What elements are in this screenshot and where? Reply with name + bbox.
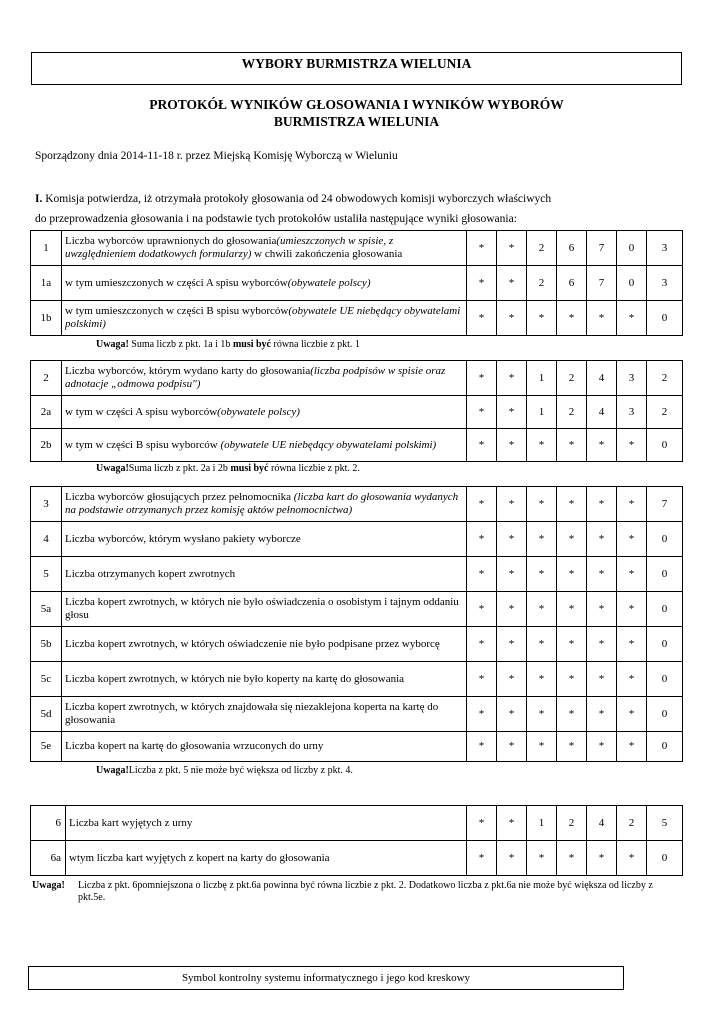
row-number: 1 <box>31 231 62 266</box>
digit-cell: 1 <box>527 361 557 396</box>
digit-cell: 0 <box>617 266 647 301</box>
digit-cell: * <box>527 841 557 876</box>
row-label: Liczba wyborców uprawnionych do głosowania(umieszczonych w spisie, z uwzględnieniem dodatkowych formularzy) w chwili zakończenia głosowania <box>62 231 467 266</box>
row-label: Liczba kopert zwrotnych, w których nie było oświadczenia o osobistym i tajnym oddaniu głosu <box>62 592 467 627</box>
digit-cell: 3 <box>647 231 683 266</box>
row-label: Liczba kopert na kartę do głosowania wrzuconych do urny <box>62 732 467 762</box>
digit-cell: * <box>587 522 617 557</box>
digit-cell: 2 <box>617 806 647 841</box>
digit-cell: * <box>617 487 647 522</box>
digit-cell: * <box>587 487 617 522</box>
digit-cell: 3 <box>617 396 647 429</box>
digit-cell: 4 <box>587 806 617 841</box>
digit-cell: * <box>467 361 497 396</box>
digit-cell: 0 <box>647 301 683 336</box>
row-label: Liczba kart wyjętych z urny <box>66 806 467 841</box>
digit-cell: 1 <box>527 396 557 429</box>
digit-cell: 5 <box>647 806 683 841</box>
digit-cell: * <box>467 592 497 627</box>
digit-cell: * <box>587 592 617 627</box>
digit-cell: * <box>497 361 527 396</box>
digit-cell: 4 <box>587 361 617 396</box>
protocol-heading <box>31 96 682 130</box>
row-number: 5 <box>31 557 62 592</box>
digit-cell: * <box>497 662 527 697</box>
digit-cell: * <box>467 697 497 732</box>
digit-cell: * <box>557 627 587 662</box>
row-number: 5a <box>31 592 62 627</box>
digit-cell: * <box>467 806 497 841</box>
digit-cell: * <box>467 627 497 662</box>
table-row <box>31 301 683 336</box>
row-number: 5e <box>31 732 62 762</box>
row-number: 5d <box>31 697 62 732</box>
row-number: 3 <box>31 487 62 522</box>
digit-cell: * <box>467 662 497 697</box>
digit-cell: 7 <box>647 487 683 522</box>
digit-cell: * <box>497 396 527 429</box>
digit-cell: 0 <box>647 841 683 876</box>
table-row <box>31 522 683 557</box>
digit-cell: * <box>617 592 647 627</box>
digit-cell: * <box>497 627 527 662</box>
table-row <box>31 841 683 876</box>
table-row <box>31 557 683 592</box>
table-row <box>31 396 683 429</box>
row-label: Liczba kopert zwrotnych, w których znajdowała się niezaklejona koperta na kartę do głosowania <box>62 697 467 732</box>
row-label: Liczba kopert zwrotnych, w których nie było koperty na kartę do głosowania <box>62 662 467 697</box>
digit-cell: * <box>497 522 527 557</box>
row-label: w tym umieszczonych w części B spisu wyborców(obywatele UE niebędący obywatelami polskimi) <box>62 301 467 336</box>
digit-cell: 1 <box>527 806 557 841</box>
digit-cell: * <box>557 301 587 336</box>
row-number: 6 <box>31 806 66 841</box>
digit-cell: * <box>617 301 647 336</box>
digit-cell: 6 <box>557 266 587 301</box>
table-row <box>31 231 683 266</box>
digit-cell: * <box>527 487 557 522</box>
digit-cell: * <box>497 266 527 301</box>
table-row <box>31 662 683 697</box>
row-label: Liczba wyborców głosujących przez pełnomocnika (liczba kart do głosowania wydanych na podstawie otrzymanych przez komisję aktów pełnomocnictwa) <box>62 487 467 522</box>
row-number: 1b <box>31 301 62 336</box>
row-number: 5b <box>31 627 62 662</box>
digit-cell: 2 <box>557 361 587 396</box>
table-ballots-issued <box>30 360 683 462</box>
digit-cell: 6 <box>557 231 587 266</box>
document-title: WYBORY BURMISTRZA WIELUNIA <box>241 56 472 71</box>
table-ballots-urn <box>30 805 683 876</box>
table-row <box>31 732 683 762</box>
digit-cell: 2 <box>527 266 557 301</box>
digit-cell: * <box>497 301 527 336</box>
row-label: Liczba kopert zwrotnych, w których oświadczenie nie było podpisane przez wyborcę <box>62 627 467 662</box>
digit-cell: * <box>617 522 647 557</box>
digit-cell: * <box>527 592 557 627</box>
digit-cell: 0 <box>647 522 683 557</box>
row-number: 2a <box>31 396 62 429</box>
digit-cell: 0 <box>647 429 683 462</box>
digit-cell: 0 <box>647 697 683 732</box>
digit-cell: * <box>617 841 647 876</box>
digit-cell: * <box>617 697 647 732</box>
row-label: w tym w części A spisu wyborców(obywatele polscy) <box>62 396 467 429</box>
digit-cell: * <box>467 522 497 557</box>
digit-cell: * <box>467 396 497 429</box>
digit-cell: * <box>557 522 587 557</box>
protocol-heading-line2: BURMISTRZA WIELUNIA <box>273 114 440 129</box>
digit-cell: 2 <box>527 231 557 266</box>
digit-cell: * <box>557 841 587 876</box>
row-label: wtym liczba kart wyjętych z kopert na karty do głosowania <box>66 841 467 876</box>
digit-cell: * <box>497 806 527 841</box>
digit-cell: * <box>587 662 617 697</box>
digit-cell: 0 <box>647 732 683 762</box>
digit-cell: 2 <box>557 806 587 841</box>
digit-cell: * <box>527 732 557 762</box>
digit-cell: * <box>557 487 587 522</box>
digit-cell: * <box>467 487 497 522</box>
table-row <box>31 429 683 462</box>
table-row <box>31 361 683 396</box>
note-table3: Uwaga!Liczba z pkt. 5 nie może być większa od liczby z pkt. 4. <box>96 765 353 776</box>
digit-cell: * <box>587 627 617 662</box>
digit-cell: * <box>557 732 587 762</box>
control-symbol-box <box>28 966 624 990</box>
digit-cell: 0 <box>647 662 683 697</box>
table-row <box>31 487 683 522</box>
row-number: 1a <box>31 266 62 301</box>
digit-cell: 7 <box>587 231 617 266</box>
digit-cell: 2 <box>647 396 683 429</box>
digit-cell: * <box>617 662 647 697</box>
digit-cell: 3 <box>617 361 647 396</box>
row-label: Liczba wyborców, którym wysłano pakiety wyborcze <box>62 522 467 557</box>
digit-cell: * <box>617 732 647 762</box>
digit-cell: * <box>587 557 617 592</box>
digit-cell: * <box>467 301 497 336</box>
digit-cell: * <box>467 557 497 592</box>
digit-cell: * <box>467 732 497 762</box>
digit-cell: * <box>467 266 497 301</box>
digit-cell: * <box>497 592 527 627</box>
table-row <box>31 592 683 627</box>
digit-cell: 7 <box>587 266 617 301</box>
digit-cell: * <box>527 627 557 662</box>
note-table2: Uwaga!Suma liczb z pkt. 2a i 2b musi być równa liczbie z pkt. 2. <box>96 463 360 474</box>
prepared-statement: Sporządzony dnia 2014-11-18 r. przez Miejską Komisję Wyborczą w Wieluniu <box>35 150 398 162</box>
digit-cell: * <box>497 841 527 876</box>
digit-cell: * <box>497 697 527 732</box>
digit-cell: * <box>557 557 587 592</box>
digit-cell: * <box>497 429 527 462</box>
digit-cell: * <box>587 841 617 876</box>
table-row <box>31 266 683 301</box>
document-title-box <box>31 52 682 85</box>
section-intro-line1: I. Komisja potwierdza, iż otrzymała protokoły głosowania od 24 obwodowych komisji wyborczych właściwych <box>35 193 552 205</box>
digit-cell: * <box>467 841 497 876</box>
protocol-heading-line1: PROTOKÓŁ WYNIKÓW GŁOSOWANIA I WYNIKÓW WYBORÓW <box>149 97 564 112</box>
digit-cell: 0 <box>617 231 647 266</box>
digit-cell: * <box>467 231 497 266</box>
digit-cell: 0 <box>647 557 683 592</box>
table-row <box>31 697 683 732</box>
digit-cell: * <box>617 429 647 462</box>
digit-cell: * <box>587 301 617 336</box>
digit-cell: 2 <box>557 396 587 429</box>
row-label: w tym w części B spisu wyborców (obywatele UE niebędący obywatelami polskimi) <box>62 429 467 462</box>
table-eligible-voters <box>30 230 683 336</box>
digit-cell: * <box>527 662 557 697</box>
row-number: 5c <box>31 662 62 697</box>
section-roman: I. <box>35 193 43 205</box>
digit-cell: 3 <box>647 266 683 301</box>
row-number: 2b <box>31 429 62 462</box>
digit-cell: 4 <box>587 396 617 429</box>
digit-cell: * <box>467 429 497 462</box>
digit-cell: 0 <box>647 592 683 627</box>
digit-cell: * <box>557 592 587 627</box>
digit-cell: * <box>497 231 527 266</box>
table-proxy-postal <box>30 486 683 762</box>
digit-cell: * <box>557 662 587 697</box>
note-table4: Uwaga! Liczba z pkt. 6pomniejszona o liczbę z pkt.6a powinna być równa liczbie z pkt. 2. Dodatkowo liczba z pkt.6a nie może być większa od liczby z pkt.5e. <box>32 880 672 904</box>
digit-cell: * <box>587 732 617 762</box>
row-label: Liczba wyborców, którym wydano karty do głosowania(liczba podpisów w spisie oraz adnotacje „odmowa podpisu") <box>62 361 467 396</box>
digit-cell: * <box>497 557 527 592</box>
row-label: Liczba otrzymanych kopert zwrotnych <box>62 557 467 592</box>
digit-cell: * <box>587 429 617 462</box>
row-number: 4 <box>31 522 62 557</box>
digit-cell: * <box>527 697 557 732</box>
digit-cell: * <box>557 697 587 732</box>
digit-cell: * <box>527 301 557 336</box>
digit-cell: * <box>497 487 527 522</box>
note-table1: Uwaga! Suma liczb z pkt. 1a i 1b musi być równa liczbie z pkt. 1 <box>96 339 360 350</box>
digit-cell: 2 <box>647 361 683 396</box>
row-number: 6a <box>31 841 66 876</box>
digit-cell: 0 <box>647 627 683 662</box>
digit-cell: * <box>527 522 557 557</box>
table-row <box>31 806 683 841</box>
note-table4-text: Liczba z pkt. 6pomniejszona o liczbę z pkt.6a powinna być równa liczbie z pkt. 2. Dodatkowo liczba z pkt.6a nie może być większa od liczby z pkt.5e. <box>78 880 653 903</box>
digit-cell: * <box>617 557 647 592</box>
control-symbol-label: Symbol kontrolny systemu informatycznego i jego kod kreskowy <box>181 972 471 984</box>
digit-cell: * <box>587 697 617 732</box>
digit-cell: * <box>527 557 557 592</box>
table-row <box>31 627 683 662</box>
row-label: w tym umieszczonych w części A spisu wyborców(obywatele polscy) <box>62 266 467 301</box>
digit-cell: * <box>557 429 587 462</box>
section-intro-line2: do przeprowadzenia głosowania i na podstawie tych protokołów ustaliła następujące wyniki głosowania: <box>35 213 517 225</box>
digit-cell: * <box>527 429 557 462</box>
digit-cell: * <box>497 732 527 762</box>
digit-cell: * <box>617 627 647 662</box>
row-number: 2 <box>31 361 62 396</box>
